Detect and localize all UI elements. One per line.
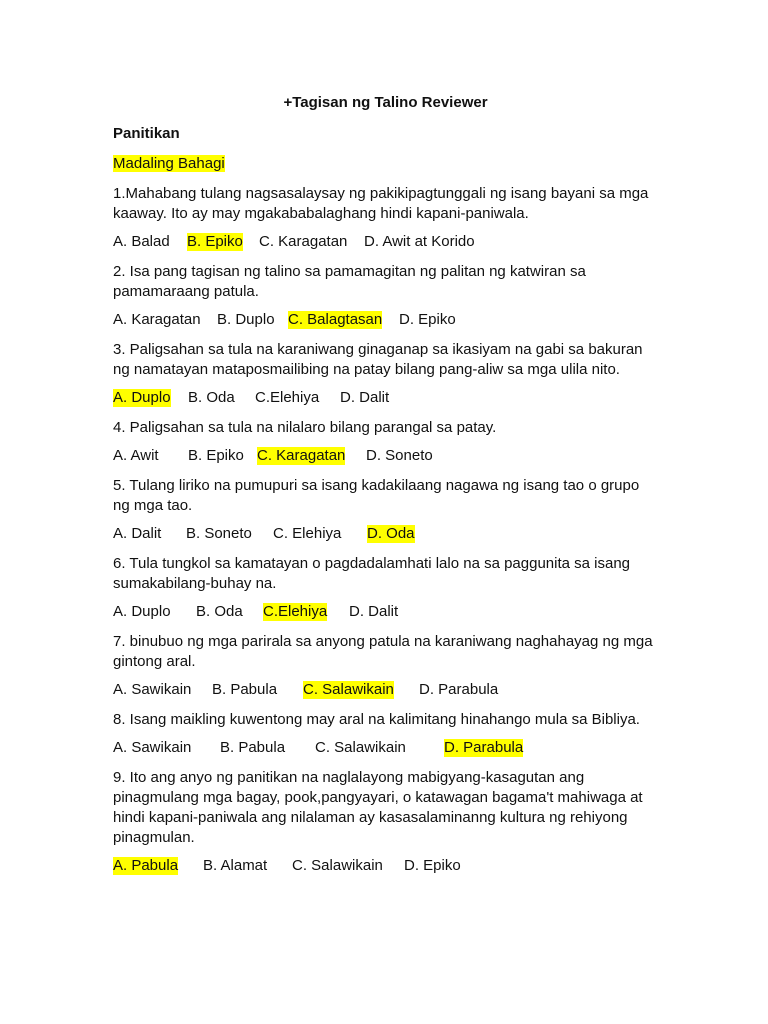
answer-option: C.Elehiya: [255, 389, 320, 406]
document-title: +Tagisan ng Talino Reviewer: [283, 94, 488, 111]
answer-option: A. Sawikain: [113, 739, 192, 756]
answer-option: B. Pabula: [212, 681, 278, 698]
answer-option-correct: C. Salawikain: [303, 681, 394, 698]
answer-options: [113, 233, 658, 251]
answer-options: [113, 525, 658, 543]
answer-options: [113, 739, 658, 757]
answer-option-correct: D. Oda: [367, 525, 415, 542]
question-text: 8. Isang maikling kuwentong may aral na kalimitang hinahango mula sa Bibliya.: [113, 711, 640, 728]
answer-option: D. Soneto: [366, 447, 433, 464]
answer-option-correct: B. Epiko: [187, 233, 243, 250]
answer-option: A. Dalit: [113, 525, 162, 542]
answer-option: D. Dalit: [349, 603, 399, 620]
answer-option: B. Pabula: [220, 739, 286, 756]
answer-option-correct: D. Parabula: [444, 739, 524, 756]
answer-options: [113, 389, 658, 407]
answer-option: A. Awit: [113, 447, 159, 464]
question-text: 4. Paligsahan sa tula na nilalaro bilang parangal sa patay.: [113, 419, 497, 436]
answer-option: D. Awit at Korido: [364, 233, 475, 250]
question-text: 2. Isa pang tagisan ng talino sa pamamagitan ng palitan ng katwiran sa pamamaraang patula.: [113, 263, 586, 300]
answer-option: B. Alamat: [203, 857, 268, 874]
answer-option: D. Dalit: [340, 389, 390, 406]
subsection-label: Madaling Bahagi: [113, 155, 225, 172]
question-text: 6. Tula tungkol sa kamatayan o pagdadalamhati lalo na sa paggunita sa isang sumakabilang-buhay na.: [113, 555, 631, 592]
answer-option: C. Salawikain: [292, 857, 383, 874]
answer-option: C. Salawikain: [315, 739, 406, 756]
answer-option: A. Duplo: [113, 603, 171, 620]
answer-option: B. Oda: [196, 603, 243, 620]
answer-options: [113, 603, 658, 621]
answer-option-correct: C. Karagatan: [257, 447, 346, 464]
question-list: [113, 184, 658, 875]
question-text: 1.Mahabang tulang nagsasalaysay ng pakikipagtunggali ng isang bayani sa mga kaaway. Ito ay may mgakababalaghang hindi kapani-paniwala.: [113, 185, 649, 222]
answer-option: B. Epiko: [188, 447, 244, 464]
answer-options: [113, 447, 658, 465]
question-text: 9. Ito ang anyo ng panitikan na naglalayong mabigyang-kasagutan ang pinagmulang mga bagay, pook,pangyayari, o katawagan bagama't mahiwaga at hindi kapani-paniwala ang nilalaman ay kasasalaminanng kultura ng rehiyong pinagmulan.: [113, 769, 643, 846]
answer-option: B. Soneto: [186, 525, 252, 542]
answer-options: [113, 311, 658, 329]
question-text: 5. Tulang liriko na pumupuri sa isang kadakilaang nagawa ng isang tao o grupo ng mga tao.: [113, 477, 640, 514]
question-text: 7. binubuo ng mga parirala sa anyong patula na karaniwang naghahayag ng mga gintong aral.: [113, 633, 653, 670]
answer-options: [113, 857, 658, 875]
document-page: [113, 94, 658, 886]
answer-option: C. Karagatan: [259, 233, 348, 250]
answer-option: D. Epiko: [399, 311, 456, 328]
answer-option: D. Epiko: [404, 857, 461, 874]
subsection-heading: [113, 155, 658, 173]
answer-options: [113, 681, 658, 699]
answer-option: A. Balad: [113, 233, 170, 250]
answer-option: C. Elehiya: [273, 525, 342, 542]
answer-option: B. Duplo: [217, 311, 275, 328]
answer-option: A. Sawikain: [113, 681, 192, 698]
answer-option-correct: A. Pabula: [113, 857, 179, 874]
answer-option: B. Oda: [188, 389, 235, 406]
section-heading: Panitikan: [113, 125, 180, 142]
answer-option-correct: C.Elehiya: [263, 603, 328, 620]
answer-option-correct: A. Duplo: [113, 389, 171, 406]
question-text: 3. Paligsahan sa tula na karaniwang ginaganap sa ikasiyam na gabi sa bakuran ng namatayan mataposmailibing na patay bilang pang-aliw sa mga ulila nito.: [113, 341, 643, 378]
answer-option-correct: C. Balagtasan: [288, 311, 383, 328]
answer-option: D. Parabula: [419, 681, 499, 698]
answer-option: A. Karagatan: [113, 311, 201, 328]
